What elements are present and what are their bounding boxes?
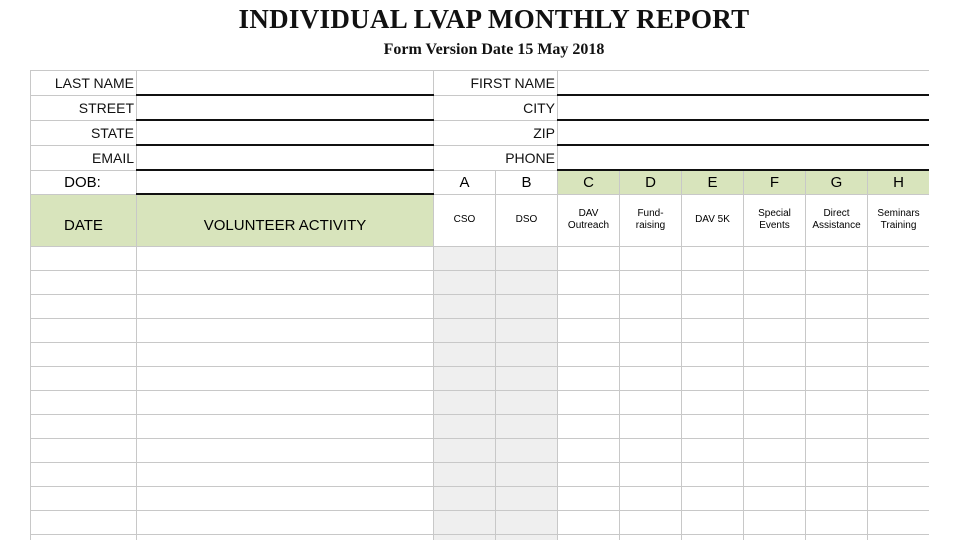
dav-outreach-cell[interactable] — [558, 367, 620, 391]
dav-outreach-cell[interactable] — [558, 415, 620, 439]
direct-assistance-cell[interactable] — [806, 271, 868, 295]
state-label: STATE — [31, 120, 137, 145]
dso-cell[interactable] — [496, 295, 558, 319]
volunteer-activity-column-header: VOLUNTEER ACTIVITY — [137, 194, 434, 247]
date-cell[interactable] — [31, 391, 137, 415]
email-label: EMAIL — [31, 145, 137, 170]
direct-assistance-cell[interactable] — [806, 391, 868, 415]
activity-cell[interactable] — [137, 415, 434, 439]
street-field[interactable] — [137, 95, 434, 120]
dso-cell[interactable] — [496, 271, 558, 295]
column-letter-a: A — [434, 170, 496, 194]
seminars-training-cell[interactable] — [868, 295, 930, 319]
dso-cell[interactable] — [496, 535, 558, 540]
dav-5k-cell[interactable] — [682, 463, 744, 487]
email-field[interactable] — [137, 145, 434, 170]
column-header-direct-assistance: Direct Assistance — [806, 194, 868, 247]
column-letter-g: G — [806, 170, 868, 194]
entry-row — [31, 487, 930, 511]
dav-5k-cell[interactable] — [682, 319, 744, 343]
first-name-label: FIRST NAME — [434, 71, 558, 96]
cso-cell[interactable] — [434, 487, 496, 511]
entry-row — [31, 295, 930, 319]
dso-cell[interactable] — [496, 487, 558, 511]
dav-outreach-cell[interactable] — [558, 535, 620, 540]
info-row-contact — [31, 145, 930, 170]
direct-assistance-cell[interactable] — [806, 343, 868, 367]
column-header-dav-outreach: DAV Outreach — [558, 194, 620, 247]
fundraising-cell[interactable] — [620, 511, 682, 535]
info-row-address — [31, 95, 930, 120]
seminars-training-cell[interactable] — [868, 367, 930, 391]
column-header-row — [31, 194, 930, 247]
entry-row — [31, 319, 930, 343]
cso-cell[interactable] — [434, 511, 496, 535]
fundraising-cell[interactable] — [620, 391, 682, 415]
activity-cell[interactable] — [137, 319, 434, 343]
cso-cell[interactable] — [434, 439, 496, 463]
dso-cell[interactable] — [496, 367, 558, 391]
entry-row — [31, 367, 930, 391]
direct-assistance-cell[interactable] — [806, 295, 868, 319]
report-title: INDIVIDUAL LVAP MONTHLY REPORT — [238, 4, 750, 34]
dso-cell[interactable] — [496, 343, 558, 367]
special-events-cell[interactable] — [744, 511, 806, 535]
entry-row — [31, 247, 930, 271]
special-events-cell[interactable] — [744, 439, 806, 463]
date-cell[interactable] — [31, 463, 137, 487]
date-cell[interactable] — [31, 487, 137, 511]
special-events-cell[interactable] — [744, 319, 806, 343]
date-cell[interactable] — [31, 415, 137, 439]
entry-row — [31, 535, 930, 540]
special-events-cell[interactable] — [744, 391, 806, 415]
column-header-dav-5k: DAV 5K — [682, 194, 744, 247]
fundraising-cell[interactable] — [620, 487, 682, 511]
date-cell[interactable] — [31, 295, 137, 319]
direct-assistance-cell[interactable] — [806, 487, 868, 511]
date-cell[interactable] — [31, 271, 137, 295]
activity-cell[interactable] — [137, 247, 434, 271]
cso-cell[interactable] — [434, 343, 496, 367]
column-letter-h: H — [868, 170, 930, 194]
dav-5k-cell[interactable] — [682, 439, 744, 463]
activity-cell[interactable] — [137, 295, 434, 319]
seminars-training-cell[interactable] — [868, 391, 930, 415]
entry-row — [31, 271, 930, 295]
state-field[interactable] — [137, 120, 434, 145]
column-letter-f: F — [744, 170, 806, 194]
fundraising-cell[interactable] — [620, 367, 682, 391]
date-cell[interactable] — [31, 247, 137, 271]
column-header-special-events: Special Events — [744, 194, 806, 247]
dav-outreach-cell[interactable] — [558, 439, 620, 463]
date-column-header: DATE — [31, 194, 137, 247]
dav-outreach-cell[interactable] — [558, 295, 620, 319]
seminars-training-cell[interactable] — [868, 463, 930, 487]
date-cell[interactable] — [31, 319, 137, 343]
city-field[interactable] — [558, 95, 930, 120]
activity-cell[interactable] — [137, 343, 434, 367]
fundraising-cell[interactable] — [620, 295, 682, 319]
dav-outreach-cell[interactable] — [558, 391, 620, 415]
dav-5k-cell[interactable] — [682, 391, 744, 415]
dso-cell[interactable] — [496, 415, 558, 439]
dso-cell[interactable] — [496, 463, 558, 487]
fundraising-cell[interactable] — [620, 247, 682, 271]
special-events-cell[interactable] — [744, 487, 806, 511]
cso-cell[interactable] — [434, 367, 496, 391]
column-header-seminars-training: Seminars Training — [868, 194, 930, 247]
dav-5k-cell[interactable] — [682, 247, 744, 271]
cso-cell[interactable] — [434, 271, 496, 295]
date-cell[interactable] — [31, 343, 137, 367]
direct-assistance-cell[interactable] — [806, 511, 868, 535]
cso-cell[interactable] — [434, 535, 496, 540]
dav-5k-cell[interactable] — [682, 271, 744, 295]
column-letter-row — [31, 170, 930, 194]
activity-cell[interactable] — [137, 439, 434, 463]
dav-5k-cell[interactable] — [682, 487, 744, 511]
column-header-cso: CSO — [434, 194, 496, 247]
last-name-label: LAST NAME — [31, 71, 137, 96]
direct-assistance-cell[interactable] — [806, 319, 868, 343]
cso-cell[interactable] — [434, 247, 496, 271]
fundraising-cell[interactable] — [620, 319, 682, 343]
column-header-fundraising: Fund- raising — [620, 194, 682, 247]
entry-row — [31, 415, 930, 439]
activity-cell[interactable] — [137, 271, 434, 295]
dso-cell[interactable] — [496, 247, 558, 271]
cso-cell[interactable] — [434, 415, 496, 439]
activity-cell[interactable] — [137, 463, 434, 487]
activity-cell[interactable] — [137, 535, 434, 540]
fundraising-cell[interactable] — [620, 463, 682, 487]
report-table — [30, 70, 929, 540]
cso-cell[interactable] — [434, 463, 496, 487]
dso-cell[interactable] — [496, 511, 558, 535]
fundraising-cell[interactable] — [620, 439, 682, 463]
direct-assistance-cell[interactable] — [806, 463, 868, 487]
seminars-training-cell[interactable] — [868, 247, 930, 271]
activity-cell[interactable] — [137, 511, 434, 535]
special-events-cell[interactable] — [744, 463, 806, 487]
cso-cell[interactable] — [434, 295, 496, 319]
info-row-name — [31, 71, 930, 96]
dso-cell[interactable] — [496, 439, 558, 463]
zip-label: ZIP — [434, 120, 558, 145]
special-events-cell[interactable] — [744, 271, 806, 295]
entry-row — [31, 511, 930, 535]
fundraising-cell[interactable] — [620, 415, 682, 439]
activity-cell[interactable] — [137, 391, 434, 415]
special-events-cell[interactable] — [744, 295, 806, 319]
activity-cell[interactable] — [137, 487, 434, 511]
fundraising-cell[interactable] — [620, 343, 682, 367]
seminars-training-cell[interactable] — [868, 535, 930, 540]
entry-row — [31, 391, 930, 415]
seminars-training-cell[interactable] — [868, 319, 930, 343]
entry-row — [31, 343, 930, 367]
street-label: STREET — [31, 95, 137, 120]
fundraising-cell[interactable] — [620, 535, 682, 540]
dav-outreach-cell[interactable] — [558, 247, 620, 271]
seminars-training-cell[interactable] — [868, 343, 930, 367]
column-letter-c: C — [558, 170, 620, 194]
special-events-cell[interactable] — [744, 367, 806, 391]
dob-field[interactable] — [137, 170, 434, 194]
dav-5k-cell[interactable] — [682, 415, 744, 439]
entry-rows — [31, 247, 930, 540]
first-name-field[interactable] — [558, 71, 930, 96]
activity-cell[interactable] — [137, 367, 434, 391]
last-name-field[interactable] — [137, 71, 434, 96]
special-events-cell[interactable] — [744, 415, 806, 439]
direct-assistance-cell[interactable] — [806, 247, 868, 271]
seminars-training-cell[interactable] — [868, 487, 930, 511]
column-letter-b: B — [496, 170, 558, 194]
special-events-cell[interactable] — [744, 535, 806, 540]
cso-cell[interactable] — [434, 391, 496, 415]
seminars-training-cell[interactable] — [868, 271, 930, 295]
dav-outreach-cell[interactable] — [558, 487, 620, 511]
dav-outreach-cell[interactable] — [558, 343, 620, 367]
date-cell[interactable] — [31, 511, 137, 535]
special-events-cell[interactable] — [744, 343, 806, 367]
direct-assistance-cell[interactable] — [806, 367, 868, 391]
direct-assistance-cell[interactable] — [806, 415, 868, 439]
dso-cell[interactable] — [496, 319, 558, 343]
seminars-training-cell[interactable] — [868, 439, 930, 463]
zip-field[interactable] — [558, 120, 930, 145]
seminars-training-cell[interactable] — [868, 511, 930, 535]
info-row-region — [31, 120, 930, 145]
dav-outreach-cell[interactable] — [558, 271, 620, 295]
direct-assistance-cell[interactable] — [806, 535, 868, 540]
seminars-training-cell[interactable] — [868, 415, 930, 439]
dav-5k-cell[interactable] — [682, 367, 744, 391]
form-version-date: Form Version Date 15 May 2018 — [383, 41, 605, 58]
dav-outreach-cell[interactable] — [558, 319, 620, 343]
direct-assistance-cell[interactable] — [806, 439, 868, 463]
dav-outreach-cell[interactable] — [558, 463, 620, 487]
entry-row — [31, 463, 930, 487]
dav-outreach-cell[interactable] — [558, 511, 620, 535]
city-label: CITY — [434, 95, 558, 120]
dso-cell[interactable] — [496, 391, 558, 415]
date-cell[interactable] — [31, 535, 137, 540]
entry-row — [31, 439, 930, 463]
column-header-dso: DSO — [496, 194, 558, 247]
date-cell[interactable] — [31, 367, 137, 391]
phone-label: PHONE — [434, 145, 558, 170]
dav-5k-cell[interactable] — [682, 535, 744, 540]
report-form — [30, 70, 929, 540]
phone-field[interactable] — [558, 145, 930, 170]
dav-5k-cell[interactable] — [682, 343, 744, 367]
dav-5k-cell[interactable] — [682, 295, 744, 319]
special-events-cell[interactable] — [744, 247, 806, 271]
fundraising-cell[interactable] — [620, 271, 682, 295]
cso-cell[interactable] — [434, 319, 496, 343]
column-letter-d: D — [620, 170, 682, 194]
dav-5k-cell[interactable] — [682, 511, 744, 535]
column-letter-e: E — [682, 170, 744, 194]
date-cell[interactable] — [31, 439, 137, 463]
dob-label: DOB: — [31, 170, 137, 194]
